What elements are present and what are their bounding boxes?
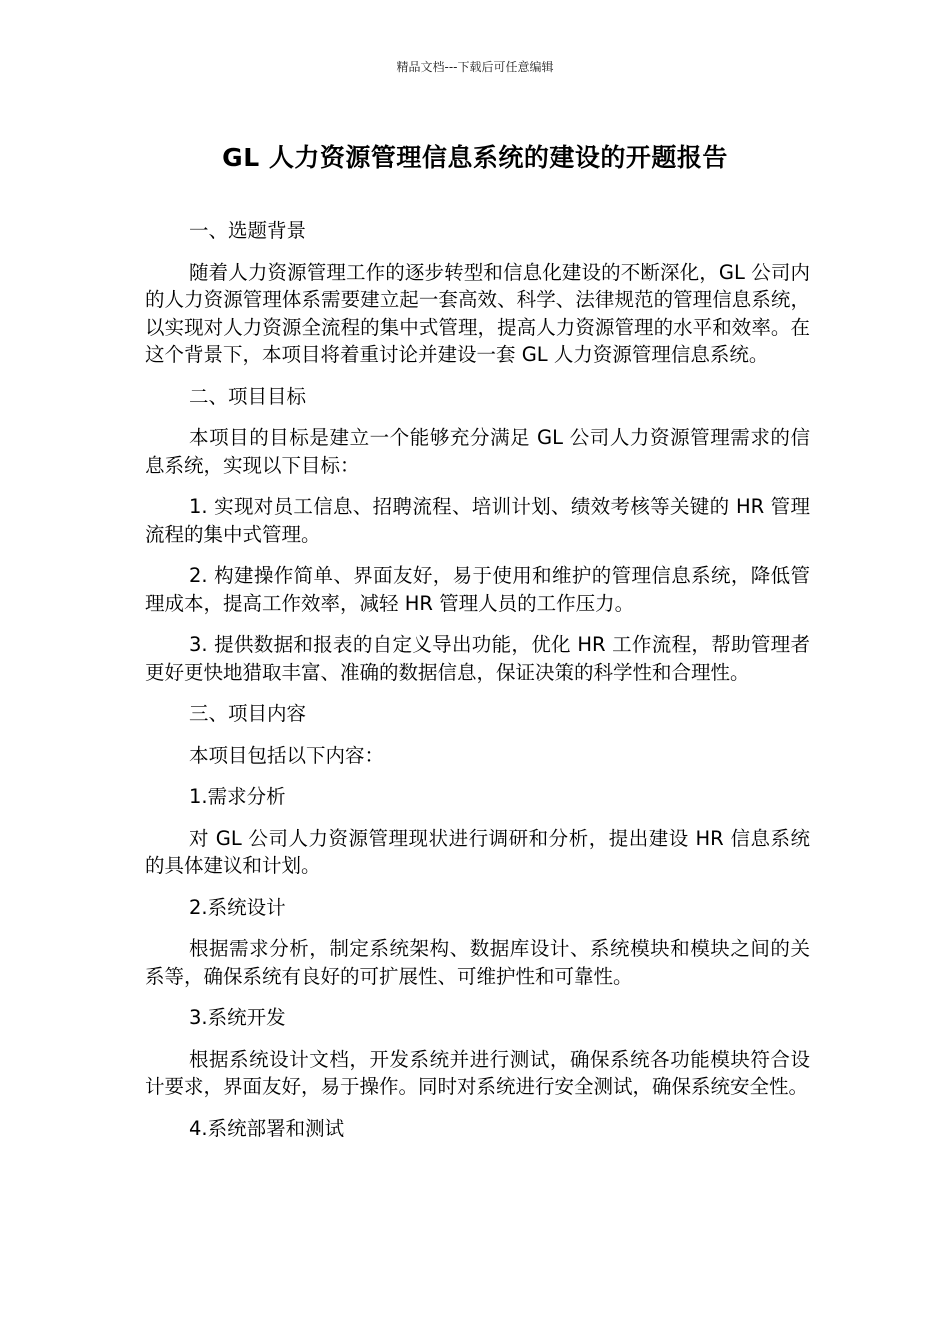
document-title: GL 人力资源管理信息系统的建设的开题报告 <box>222 143 728 172</box>
subheading-deployment: 4.系统部署和测试 <box>189 1116 345 1140</box>
section-heading-background: 一、选题背景 <box>189 219 307 242</box>
goal-item-3: 3. 提供数据和报表的自定义导出功能，优化 HR 工作流程，帮助管理者更好更快地猎取丰富、准确的数据信息，保证决策的科学性和合理性。 <box>145 633 810 684</box>
goal-item-2: 2. 构建操作简单、界面友好，易于使用和维护的管理信息系统，降低管理成本，提高工作效率，减轻 HR 管理人员的工作压力。 <box>145 564 810 615</box>
paragraph-requirements: 对 GL 公司人力资源管理现状进行调研和分析，提出建设 HR 信息系统的具体建议和计划。 <box>145 826 810 877</box>
paragraph-content-intro: 本项目包括以下内容： <box>189 743 385 767</box>
section-heading-goals: 二、项目目标 <box>189 384 307 408</box>
paragraph-development: 根据系统设计文档，开发系统并进行测试，确保系统各功能模块符合设计要求，界面友好，易于操作。同时对系统进行安全测试，确保系统安全性。 <box>145 1047 810 1098</box>
subheading-development: 3.系统开发 <box>189 1006 286 1029</box>
goal-item-1: 1. 实现对员工信息、招聘流程、培训计划、绩效考核等关键的 HR 管理流程的集中式管理。 <box>145 495 810 546</box>
paragraph-design: 根据需求分析，制定系统架构、数据库设计、系统模块和模块之间的关系等，确保系统有良好的可扩展性、可维护性和可靠性。 <box>145 937 810 988</box>
section-heading-content: 三、项目内容 <box>189 702 307 725</box>
paragraph-background: 随着人力资源管理工作的逐步转型和信息化建设的不断深化，GL 公司内的人力资源管理体系需要建立起一套高效、科学、法律规范的管理信息系统，以实现对人力资源全流程的集中式管理，提高人力资源管理的水平和效率。在这个背景下，本项目将着重讨论并建设一套 GL 人力资源管理信息系统。 <box>145 260 810 366</box>
header-note: 精品文档---下载后可任意编辑 <box>396 60 554 74</box>
document-body <box>145 217 810 1156</box>
subheading-design: 2.系统设计 <box>189 895 286 919</box>
paragraph-goals-intro: 本项目的目标是建立一个能够充分满足 GL 公司人力资源管理需求的信息系统，实现以下目标： <box>145 426 810 477</box>
subheading-requirements: 1.需求分析 <box>189 785 286 808</box>
